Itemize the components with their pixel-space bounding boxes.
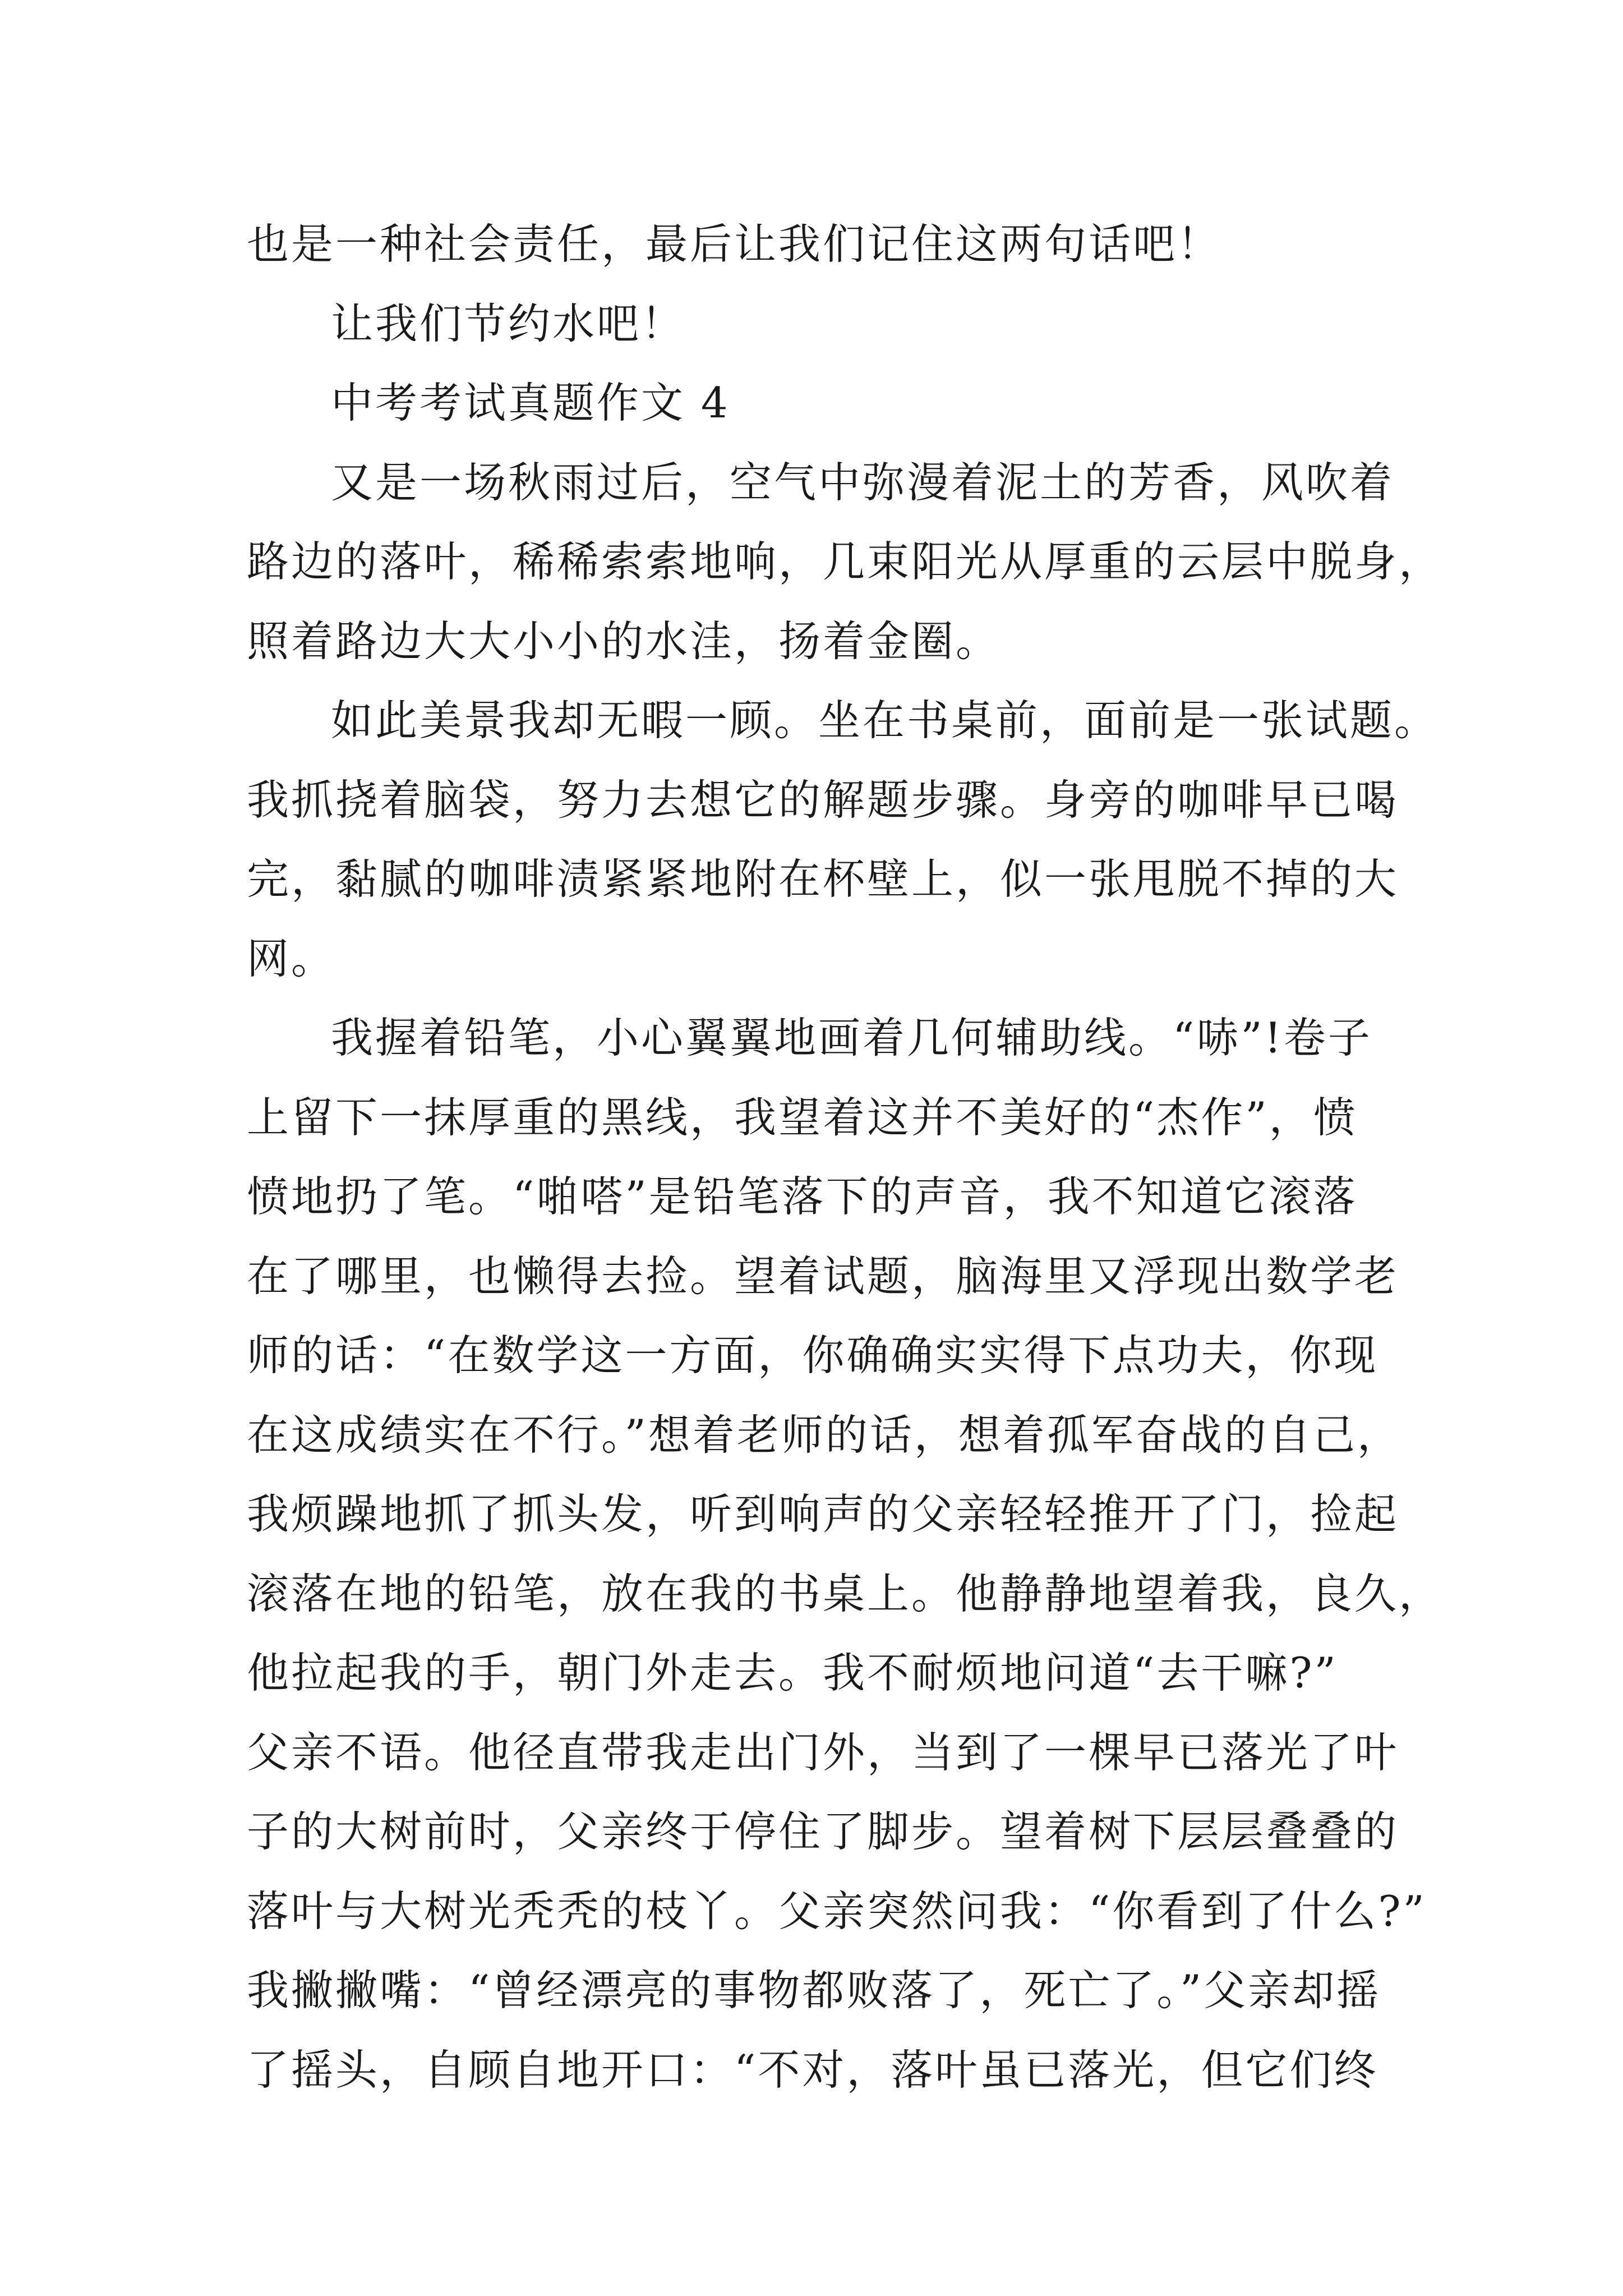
text-line: 落叶与大树光秃秃的枝丫。父亲突然问我：“你看到了什么?”	[247, 1886, 1427, 1936]
section-heading: 中考考试真题作文 4	[331, 378, 730, 427]
text-line: 他拉起我的手，朝门外走去。我不耐烦地问道“去干嘛?”	[247, 1648, 1338, 1697]
text-line: 师的话：“在数学这一方面，你确确实实得下点功夫，你现	[247, 1331, 1378, 1380]
text-line: 了摇头，自顾自地开口：“不对，落叶虽已落光，但它们终	[247, 2045, 1378, 2095]
text-line: 又是一场秋雨过后，空气中弥漫着泥土的芳香，风吹着	[331, 457, 1395, 507]
text-line: 照着路边大大小小的水洼，扬着金圈。	[247, 616, 1000, 666]
text-line: 滚落在地的铅笔，放在我的书桌上。他静静地望着我，良久，	[247, 1568, 1444, 1618]
text-line: 愤地扔了笔。“啪嗒”是铅笔落下的声音，我不知道它滚落	[247, 1172, 1358, 1221]
text-line: 网。	[247, 933, 336, 983]
text-line: 也是一种社会责任，最后让我们记住这两句话吧！	[247, 219, 1222, 269]
text-line: 让我们节约水吧！	[331, 298, 686, 348]
text-line: 在了哪里，也懒得去捡。望着试题，脑海里又浮现出数学老	[247, 1251, 1399, 1301]
text-line: 我烦躁地抓了抓头发，听到响声的父亲轻轻推开了门，捡起	[247, 1489, 1399, 1539]
text-line: 上留下一抹厚重的黑线，我望着这并不美好的“杰作”，愤	[247, 1092, 1358, 1142]
text-line: 子的大树前时，父亲终于停住了脚步。望着树下层层叠叠的	[247, 1807, 1399, 1856]
text-line: 父亲不语。他径直带我走出门外，当到了一棵早已落光了叶	[247, 1727, 1399, 1777]
text-line: 我握着铅笔，小心翼翼地画着几何辅助线。“哧”!卷子	[331, 1013, 1372, 1062]
text-line: 完，黏腻的咖啡渍紧紧地附在杯壁上，似一张甩脱不掉的大	[247, 854, 1399, 904]
text-line: 我撇撇嘴：“曾经漂亮的事物都败落了，死亡了。”父亲却摇	[247, 1966, 1381, 2015]
text-line: 在这成绩实在不行。”想着老师的话，想着孤军奋战的自己，	[247, 1410, 1401, 1460]
text-line: 路边的落叶，稀稀索索地响，几束阳光从厚重的云层中脱身，	[247, 537, 1444, 586]
text-line: 如此美景我却无暇一顾。坐在书桌前，面前是一张试题。	[331, 696, 1439, 745]
text-line: 我抓挠着脑袋，努力去想它的解题步骤。身旁的咖啡早已喝	[247, 775, 1399, 825]
essay-text	[247, 205, 1444, 2110]
